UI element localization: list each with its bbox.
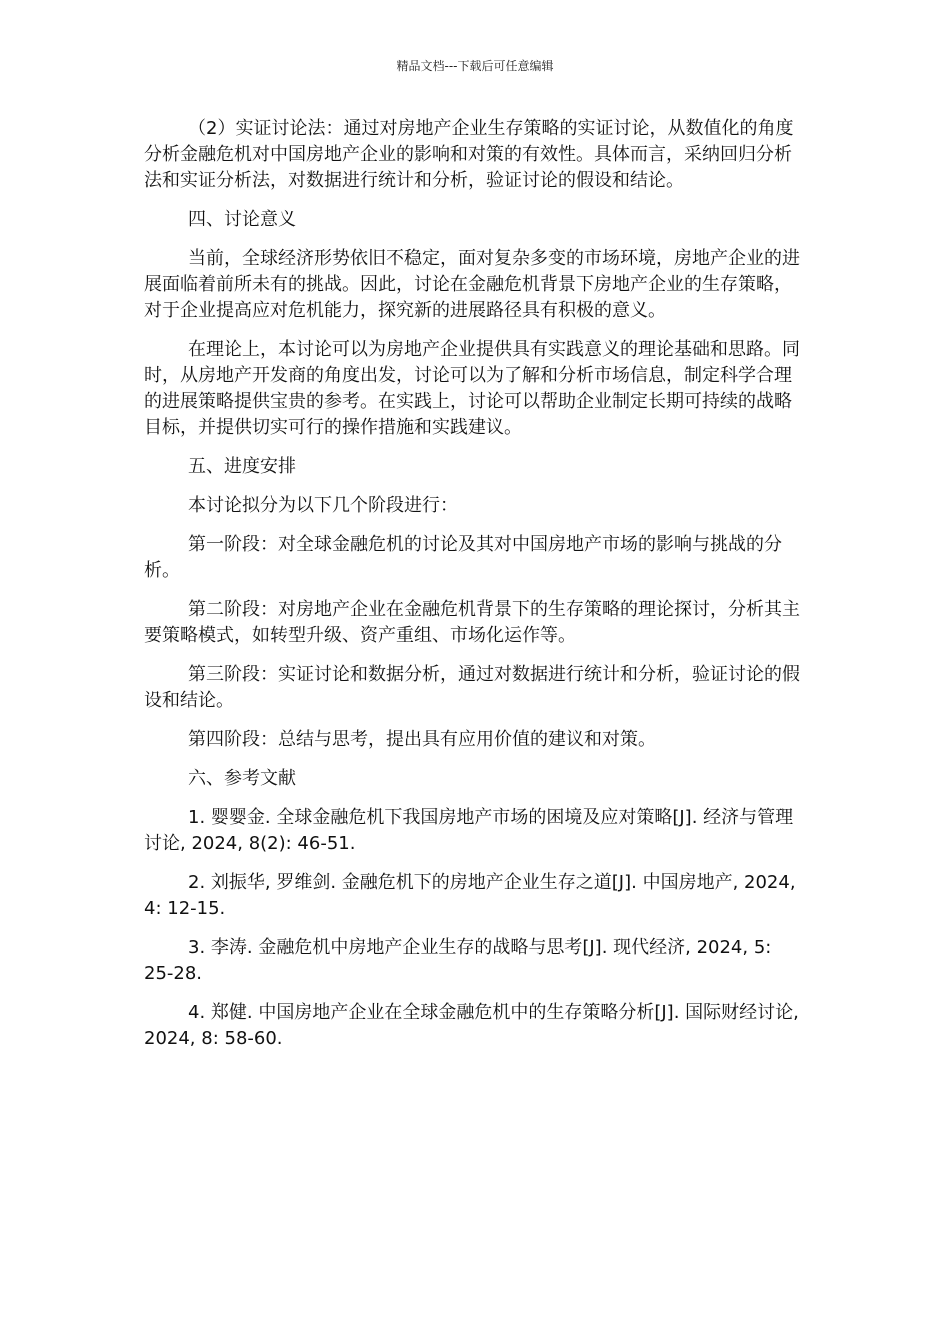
stage-2: 第二阶段：对房地产企业在金融危机背景下的生存策略的理论探讨，分析其主要策略模式，如转型升级、资产重组、市场化运作等。 [144,599,800,646]
schedule-intro: 本讨论拟分为以下几个阶段进行： [188,495,458,516]
section-6-heading: 六、参考文献 [188,768,296,789]
reference-2: 2. 刘振华, 罗维剑. 金融危机下的房地产企业生存之道[J]. 中国房地产, 2024, 4: 12-15. [144,872,796,919]
significance-paragraph-2: 在理论上，本讨论可以为房地产企业提供具有实践意义的理论基础和思路。同时，从房地产开发商的角度出发，讨论可以为了解和分析市场信息，制定科学合理的进展策略提供宝贵的参考。在实践上，讨论可以帮助企业制定长期可持续的战略目标，并提供切实可行的操作措施和实践建议。 [144,339,800,438]
reference-1: 1. 婴婴金. 全球金融危机下我国房地产市场的困境及应对策略[J]. 经济与管理讨论, 2024, 8(2): 46-51. [144,807,794,854]
page-header: 精品文档---下载后可任意编辑 [396,59,554,73]
document-body [144,116,806,1065]
stage-4: 第四阶段：总结与思考，提出具有应用价值的建议和对策。 [188,729,656,750]
section-4-heading: 四、讨论意义 [188,209,296,230]
method-2-paragraph: （2）实证讨论法：通过对房地产企业生存策略的实证讨论，从数值化的角度分析金融危机对中国房地产企业的影响和对策的有效性。具体而言，采纳回归分析法和实证分析法，对数据进行统计和分析，验证讨论的假设和结论。 [144,118,794,191]
stage-3: 第三阶段：实证讨论和数据分析，通过对数据进行统计和分析，验证讨论的假设和结论。 [144,664,800,711]
reference-3: 3. 李涛. 金融危机中房地产企业生存的战略与思考[J]. 现代经济, 2024, 5: 25-28. [144,937,772,984]
reference-4: 4. 郑健. 中国房地产企业在全球金融危机中的生存策略分析[J]. 国际财经讨论, 2024, 8: 58-60. [144,1002,799,1049]
stage-1: 第一阶段：对全球金融危机的讨论及其对中国房地产市场的影响与挑战的分析。 [144,534,782,581]
section-5-heading: 五、进度安排 [188,456,296,477]
significance-paragraph-1: 当前，全球经济形势依旧不稳定，面对复杂多变的市场环境，房地产企业的进展面临着前所未有的挑战。因此，讨论在金融危机背景下房地产企业的生存策略，对于企业提高应对危机能力，探究新的进展路径具有积极的意义。 [144,248,800,321]
